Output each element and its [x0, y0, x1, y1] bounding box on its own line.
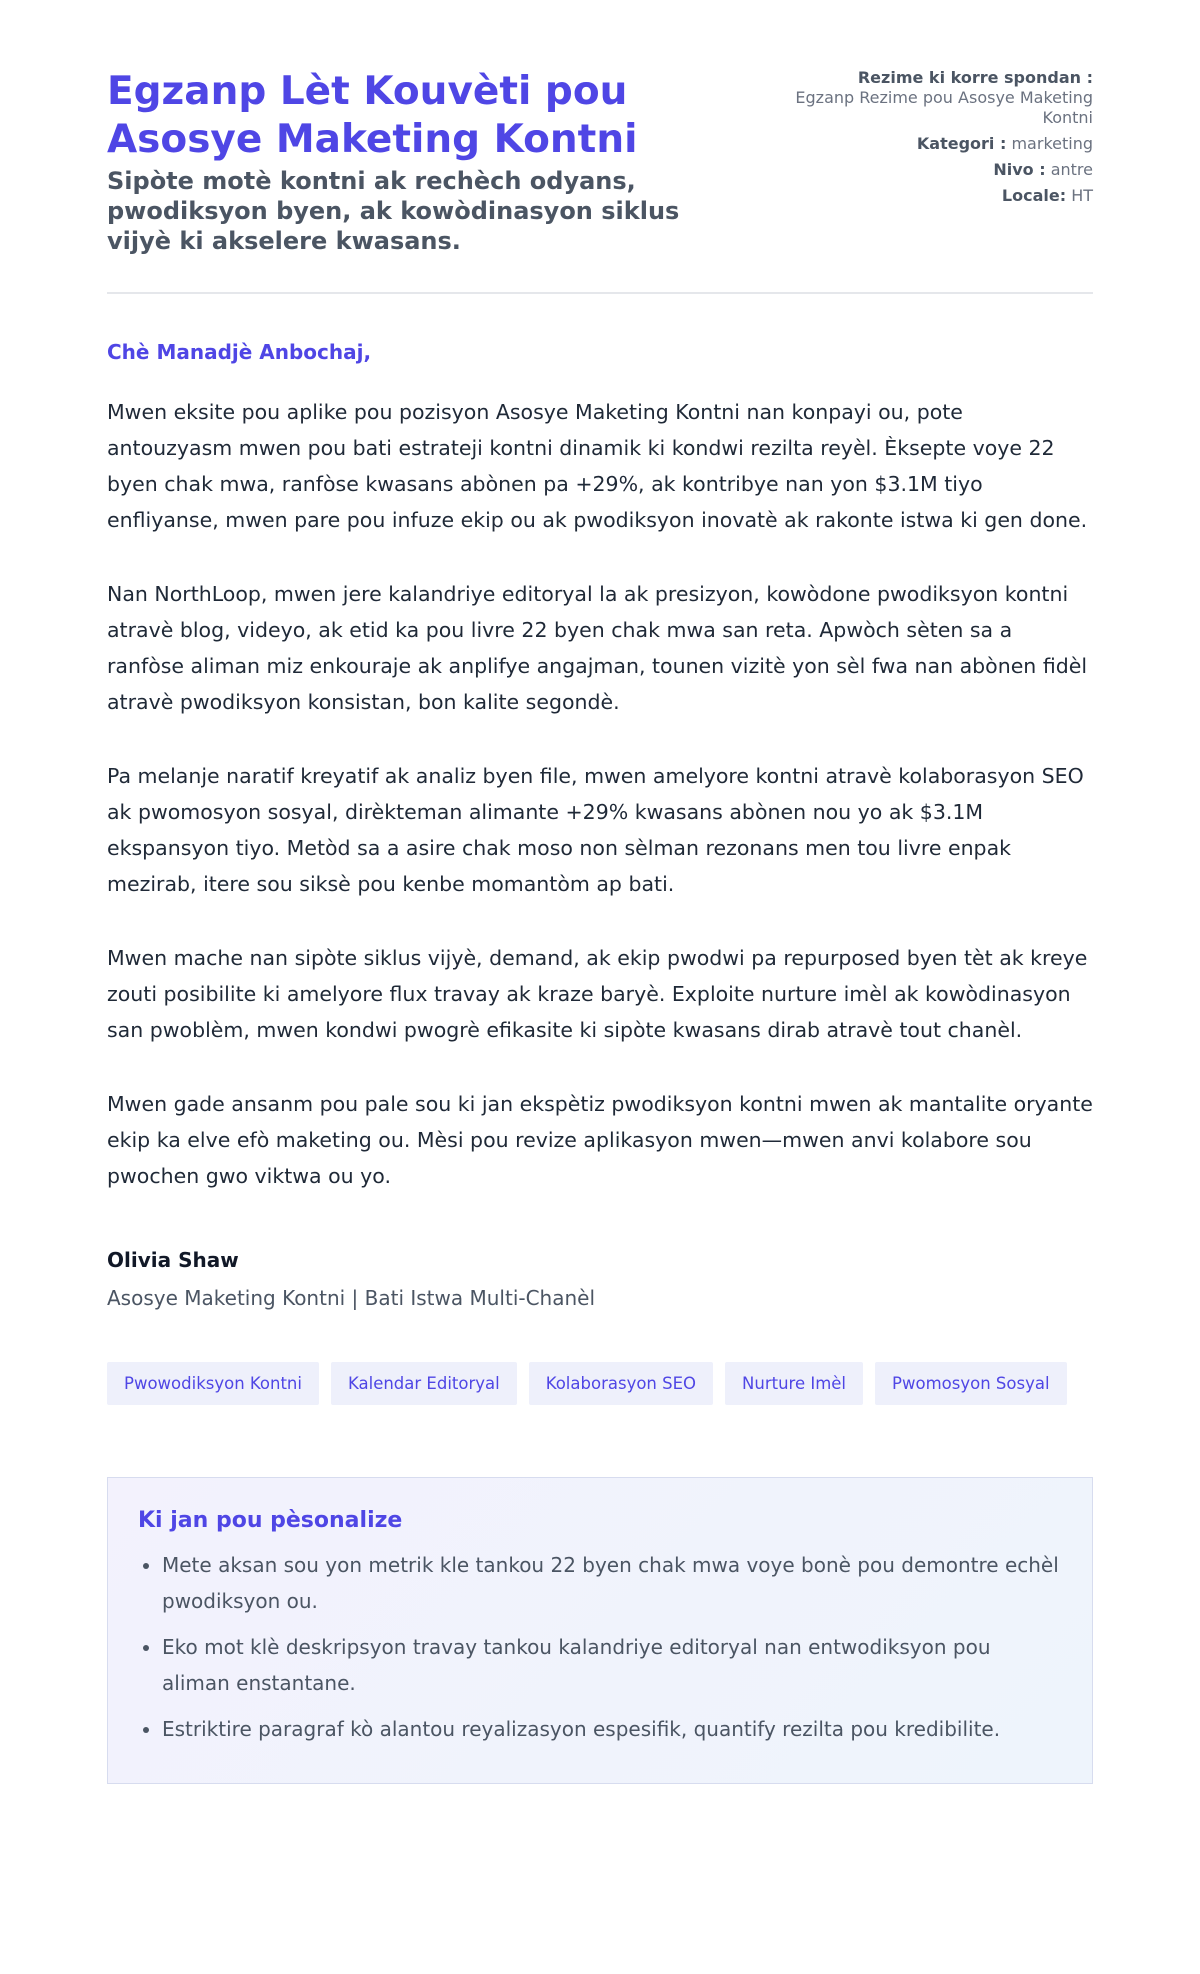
skill-tag: Kolaborasyon SEO — [529, 1362, 713, 1405]
meta-level-value: antre — [1050, 160, 1093, 179]
meta-category-label: Kategori : — [916, 134, 1007, 153]
letter-paragraph: Mwen eksite pou aplike pou pozisyon Asosye Maketing Kontni nan konpayi ou, pote antouzyasm mwen pou bati estrateji kontni dinamik ki kondwi rezilta reyèl. Èksepte voye 22 byen chak mwa, ranfòse kwasans abònen pa +29%, ak kontribye nan yon $3.1M tiyo enfliyanse, mwen pare pou infuze ekip ou ak pwodiksyon inovatè ak rakonte istwa ki gen done. — [107, 400, 1088, 532]
meta-locale-label: Locale: — [1001, 186, 1067, 205]
letter-paragraph: Pa melanje naratif kreyatif ak analiz byen file, mwen amelyore kontni atravè kolaborasyon SEO ak pwomosyon sosyal, dirèkteman alimante +29% kwasans abònen nou yo ak $3.1M ekspansyon tiyo. Metòd sa a asire chak moso non sèlman rezonans men tou livre enpak mezirab, itere sou siksè pou kenbe momantòm ap bati. — [107, 764, 1084, 896]
page-title: Egzanp Lèt Kouvèti pou Asosye Maketing Kontni — [107, 69, 638, 162]
signature-name: Olivia Shaw — [107, 1248, 239, 1272]
letter-paragraph: Mwen mache nan sipòte siklus vijyè, demand, ak ekip pwodwi pa repurposed byen tèt ak kreye zouti posibilite ki amelyore flux travay ak kraze baryè. Exploite nurture imèl ak kowòdinasyon san pwoblèm, mwen kondwi pwogrè efikasite ki sipòte kwasans dirab atravè tout chanèl. — [107, 946, 1088, 1042]
skill-tag: Pwomosyon Sosyal — [875, 1362, 1067, 1405]
signature-title: Asosye Maketing Kontni | Bati Istwa Multi-Chanèl — [107, 1286, 596, 1310]
letter-paragraph: Mwen gade ansanm pou pale sou ki jan ekspètiz pwodiksyon kontni mwen ak mantalite oryante ekip ka elve efò maketing ou. Mèsi pou revize aplikasyon mwen—mwen anvi kolabore sou pwochen gwo viktwa ou yo. — [107, 1092, 1093, 1188]
meta-summary-value: Egzanp Rezime pou Asosye Maketing Kontni — [795, 88, 1093, 127]
meta-summary-label: Rezime ki korre spondan : — [857, 68, 1093, 87]
meta-locale — [793, 186, 1093, 206]
customization-tips-box — [107, 1477, 1093, 1784]
letter-body — [107, 394, 1093, 1194]
letter-paragraph: Nan NorthLoop, mwen jere kalandriye editoryal la ak presizyon, kowòdone pwodiksyon kontni atravè blog, videyo, ak etid ka pou livre 22 byen chak mwa san reta. Apwòch sèten sa a ranfòse aliman miz enkouraje ak anplifye angajman, tounen vizitè yon sèl fwa nan abònen fidèl atravè pwodiksyon konsistan, bon kalite segondè. — [107, 582, 1088, 714]
signature-block — [107, 1248, 1093, 1310]
tips-list-item: • Mete aksan sou yon metrik kle tankou 22 byen chak mwa voye bonè pou demontre echèl pwodiksyon ou. — [162, 1547, 1062, 1619]
tips-list — [138, 1547, 1062, 1747]
page-subtitle: Sipòte motè kontni ak rechèch odyans, pwodiksyon byen, ak kowòdinasyon siklus vijyè ki akselere kwasans. — [107, 167, 680, 255]
letter-salutation: Chè Manadjè Anbochaj, — [107, 340, 372, 364]
title-block — [107, 68, 747, 256]
tips-title: Ki jan pou pèsonalize — [138, 1508, 403, 1533]
skill-tag: Nurture Imèl — [725, 1362, 863, 1405]
skill-tags — [107, 1362, 1093, 1405]
meta-category-value: marketing — [1011, 134, 1093, 153]
meta-level — [793, 160, 1093, 180]
meta-summary — [793, 68, 1093, 128]
meta-category — [793, 134, 1093, 154]
meta-panel — [793, 68, 1093, 212]
meta-locale-value: HT — [1071, 186, 1093, 205]
skill-tag: Pwowodiksyon Kontni — [107, 1362, 319, 1405]
tips-list-item: • Eko mot klè deskripsyon travay tankou kalandriye editoryal nan entwodiksyon pou aliman enstantane. — [162, 1629, 1062, 1701]
skill-tag: Kalendar Editoryal — [331, 1362, 517, 1405]
tips-list-item: • Estriktire paragraf kò alantou reyalizasyon espesifik, quantify rezilta pou kredibilite. — [162, 1711, 1062, 1747]
document-header — [107, 68, 1093, 294]
meta-level-label: Nivo : — [993, 160, 1046, 179]
